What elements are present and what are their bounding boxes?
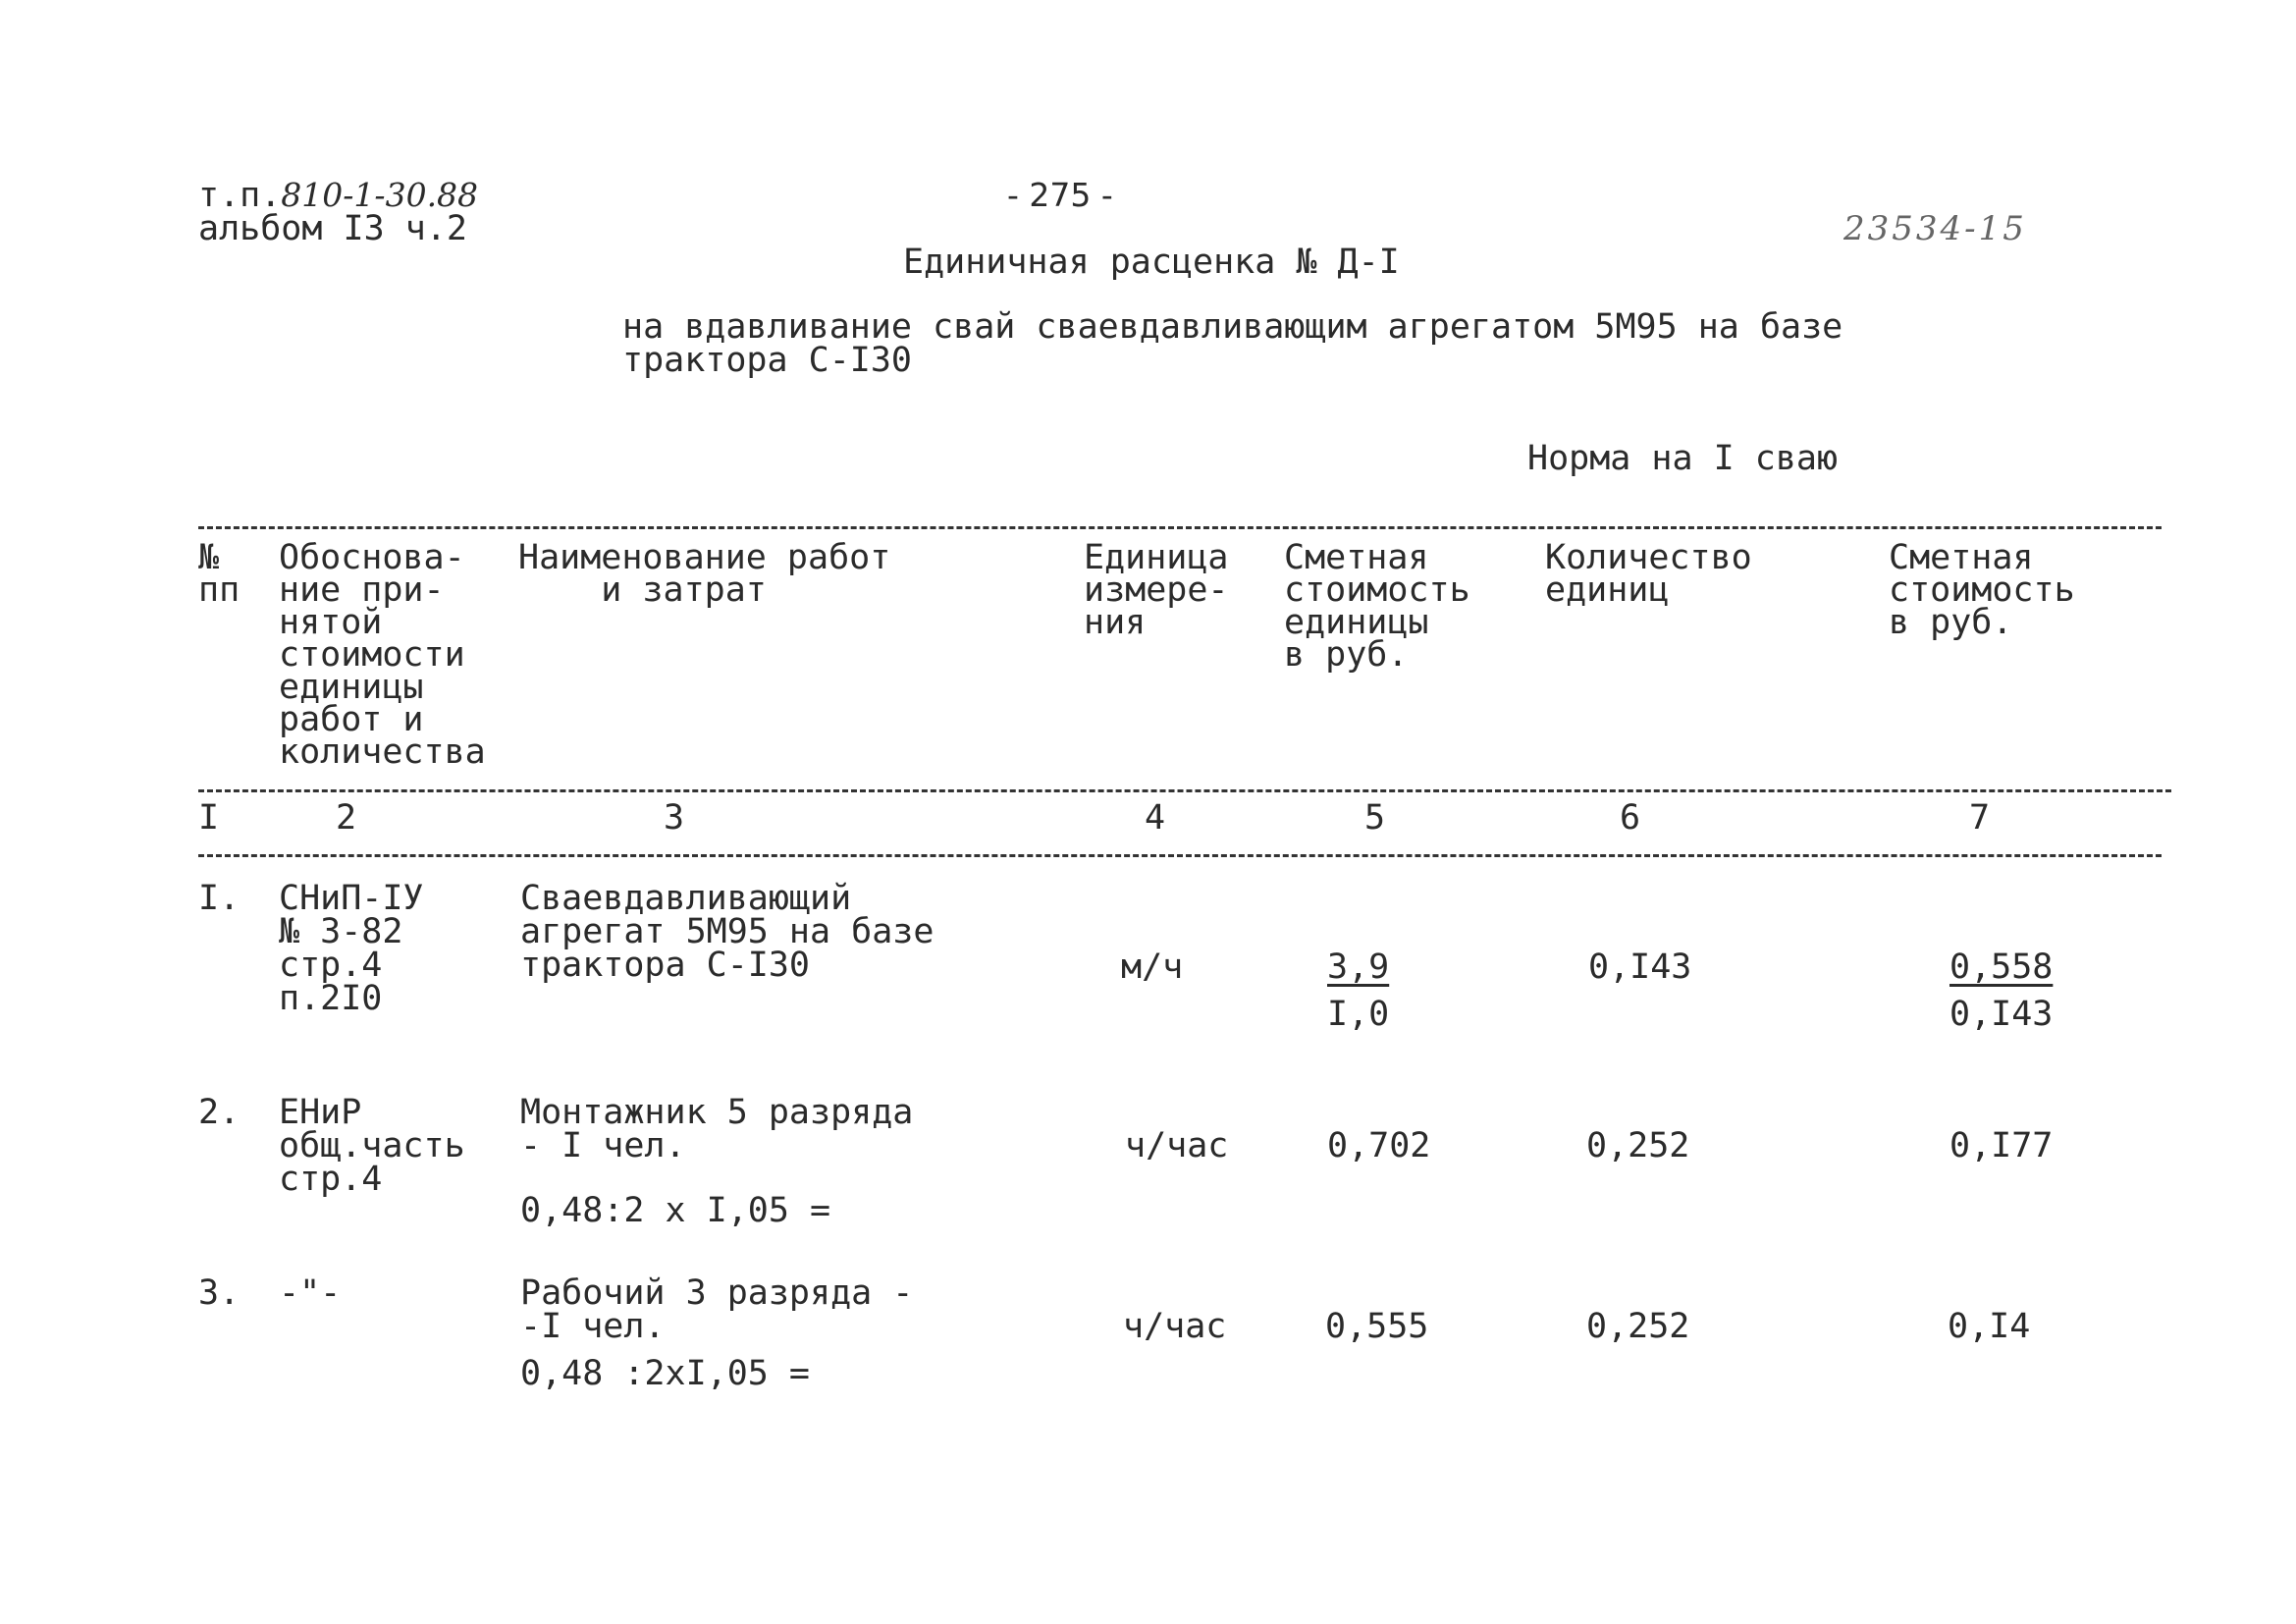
- column-number: I: [198, 798, 220, 838]
- row-basis: СНиП-IУ № 3-82 стр.4 п.2I0: [279, 879, 424, 1018]
- row-unit-price-top: 3,9: [1327, 947, 1390, 987]
- row-formula: 0,48:2 х I,05 =: [520, 1191, 831, 1230]
- row-unit: ч/час: [1123, 1307, 1227, 1346]
- row-work-name: Монтажник 5 разряда - I чел.: [520, 1093, 914, 1165]
- row-unit-price-bottom: I,0: [1327, 995, 1390, 1034]
- document-subtitle-line2: трактора С-I30: [622, 341, 913, 380]
- row-basis: -"-: [279, 1273, 342, 1313]
- column-header-number: № пп: [198, 538, 240, 610]
- row-number: 3.: [198, 1273, 240, 1313]
- column-number: 2: [336, 798, 357, 838]
- row-unit-price-top: 0,555: [1325, 1307, 1429, 1346]
- page-number: - 275 -: [1007, 176, 1113, 214]
- column-numbers-rule: [198, 854, 2162, 857]
- column-header-name: Наименование работ и затрат: [518, 538, 891, 610]
- album-label: альбом I3 ч.2: [198, 209, 467, 248]
- column-number: 7: [1969, 798, 1991, 838]
- column-header-quantity: Количество единиц: [1545, 538, 1752, 610]
- row-number: I.: [198, 879, 240, 918]
- row-quantity: 0,252: [1586, 1307, 1690, 1346]
- row-cost-top: 0,I4: [1948, 1307, 2031, 1346]
- column-header-unit: Единица измере- ния: [1084, 538, 1229, 642]
- document-title: Единичная расценка № Д-I: [903, 243, 1400, 282]
- row-work-name: Рабочий 3 разряда - -I чел.: [520, 1273, 914, 1346]
- document-subtitle-line1: на вдавливание свай сваевдавливающим агрегатом 5М95 на базе: [622, 307, 1843, 347]
- row-quantity: 0,252: [1586, 1126, 1690, 1165]
- table-top-rule: [198, 526, 2162, 529]
- column-header-unit-price: Сметная стоимость единицы в руб.: [1284, 538, 1470, 675]
- row-number: 2.: [198, 1093, 240, 1132]
- project-reference: [198, 176, 479, 215]
- archive-stamp: 23534-15: [1843, 209, 2027, 248]
- column-number: 5: [1364, 798, 1386, 838]
- norm-label: Норма на I сваю: [1527, 439, 1839, 478]
- column-header-total-cost: Сметная стоимость в руб.: [1889, 538, 2075, 642]
- row-quantity: 0,I43: [1588, 947, 1692, 987]
- column-number: 4: [1145, 798, 1166, 838]
- row-cost-bottom: 0,I43: [1949, 995, 2054, 1034]
- tp-prefix: т.п.: [198, 176, 282, 215]
- tp-number: 810-1-30.88: [281, 176, 479, 214]
- column-header-basis: Обоснова- ние при- нятой стоимости единицы работ и количества: [279, 538, 486, 772]
- row-unit: м/ч: [1121, 947, 1184, 987]
- column-number: 3: [664, 798, 685, 838]
- row-unit: ч/час: [1125, 1126, 1229, 1165]
- column-number: 6: [1620, 798, 1641, 838]
- row-cost-top: 0,558: [1949, 947, 2054, 987]
- row-work-name: Сваевдавливающий агрегат 5М95 на базе трактора С-I30: [520, 879, 934, 985]
- header-bottom-rule: [198, 789, 2171, 792]
- row-unit-price-top: 0,702: [1327, 1126, 1431, 1165]
- row-formula: 0,48 :2хI,05 =: [520, 1354, 811, 1393]
- row-basis: ЕНиР общ.часть стр.4: [279, 1093, 465, 1199]
- row-cost-top: 0,I77: [1949, 1126, 2054, 1165]
